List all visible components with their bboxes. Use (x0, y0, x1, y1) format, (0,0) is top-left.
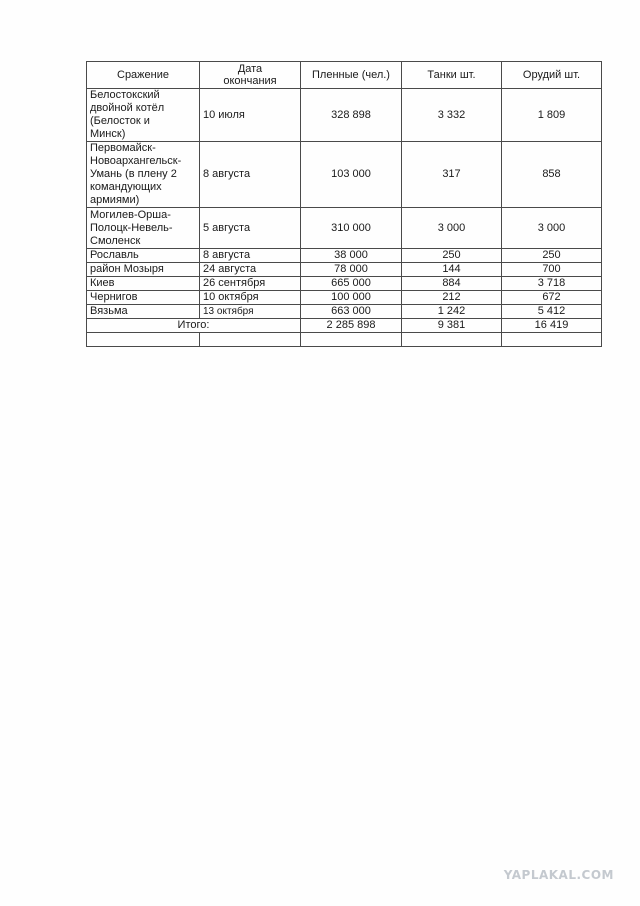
header-end-date-line2: окончания (223, 75, 277, 87)
tanks-cell: 1 242 (402, 305, 502, 319)
guns-cell: 1 809 (502, 89, 602, 142)
empty-cell (200, 333, 301, 347)
battle-name-line: Минск) (90, 128, 126, 140)
prisoners-cell: 38 000 (301, 249, 402, 263)
battle-name-line: Белостокский (90, 89, 160, 101)
battle-name: Вязьма (87, 305, 200, 319)
battle-name-line: Полоцк-Невель- (90, 221, 173, 234)
tanks-cell: 212 (402, 291, 502, 305)
guns-cell: 3 718 (502, 277, 602, 291)
end-date-cell: 10 октября (200, 291, 301, 305)
guns-cell: 3 000 (502, 208, 602, 249)
end-date-cell: 10 июля (200, 89, 301, 142)
empty-cell (301, 333, 402, 347)
end-date-cell: 24 августа (200, 263, 301, 277)
table-row (87, 142, 602, 208)
end-date-cell: 13 октября (200, 305, 301, 319)
empty-cell (87, 333, 200, 347)
total-row (87, 319, 602, 333)
end-date-cell: 26 сентября (200, 277, 301, 291)
table-row (87, 277, 602, 291)
guns-cell: 672 (502, 291, 602, 305)
header-battle: Сражение (87, 62, 200, 89)
header-end-date-line1: Дата (237, 63, 263, 75)
battle-name: район Мозыря (87, 263, 200, 277)
header-prisoners: Пленные (чел.) (301, 62, 402, 89)
end-date-cell: 5 августа (200, 208, 301, 249)
table-row (87, 208, 602, 249)
watermark: YAPLAKAL.COM (503, 868, 614, 882)
battle-name-line: Умань (в плену 2 (90, 168, 177, 180)
prisoners-cell: 663 000 (301, 305, 402, 319)
total-guns: 16 419 (502, 319, 602, 333)
header-tanks: Танки шт. (402, 62, 502, 89)
guns-cell: 250 (502, 249, 602, 263)
end-date-cell: 8 августа (200, 142, 301, 208)
table-row (87, 249, 602, 263)
prisoners-cell: 665 000 (301, 277, 402, 291)
battle-name (87, 208, 200, 249)
battle-name: Киев (87, 277, 200, 291)
battle-name-line: (Белосток и (90, 115, 150, 127)
prisoners-cell: 103 000 (301, 142, 402, 208)
guns-cell: 5 412 (502, 305, 602, 319)
battle-name-line: Первомайск- (90, 142, 156, 154)
guns-cell: 700 (502, 263, 602, 277)
tanks-cell: 144 (402, 263, 502, 277)
battle-name-line: Смоленск (90, 234, 141, 247)
prisoners-cell: 310 000 (301, 208, 402, 249)
empty-cell (402, 333, 502, 347)
guns-cell: 858 (502, 142, 602, 208)
battle-name-line: Могилев-Орша- (90, 208, 171, 221)
battle-name-line: Новоархангельск- (90, 155, 182, 167)
prisoners-cell: 78 000 (301, 263, 402, 277)
prisoners-cell: 100 000 (301, 291, 402, 305)
header-end-date (200, 62, 301, 89)
tanks-cell: 317 (402, 142, 502, 208)
total-prisoners: 2 285 898 (301, 319, 402, 333)
table-header-row (87, 62, 602, 89)
table-row (87, 263, 602, 277)
total-label: Итого: (87, 319, 301, 333)
battle-name: Чернигов (87, 291, 200, 305)
header-guns: Орудий шт. (502, 62, 602, 89)
tanks-cell: 3 000 (402, 208, 502, 249)
battle-name: Рославль (87, 249, 200, 263)
empty-cell (502, 333, 602, 347)
tanks-cell: 250 (402, 249, 502, 263)
empty-row (87, 333, 602, 347)
table-row (87, 305, 602, 319)
end-date-cell: 8 августа (200, 249, 301, 263)
total-tanks: 9 381 (402, 319, 502, 333)
battle-name-line: двойной котёл (90, 102, 165, 114)
table-row (87, 291, 602, 305)
battle-name (87, 142, 200, 208)
prisoners-cell: 328 898 (301, 89, 402, 142)
losses-table (86, 61, 602, 347)
battle-name-line: армиями) (90, 194, 140, 206)
battle-name-line: командующих (90, 181, 162, 193)
tanks-cell: 3 332 (402, 89, 502, 142)
battle-name (87, 89, 200, 142)
table-row (87, 89, 602, 142)
tanks-cell: 884 (402, 277, 502, 291)
